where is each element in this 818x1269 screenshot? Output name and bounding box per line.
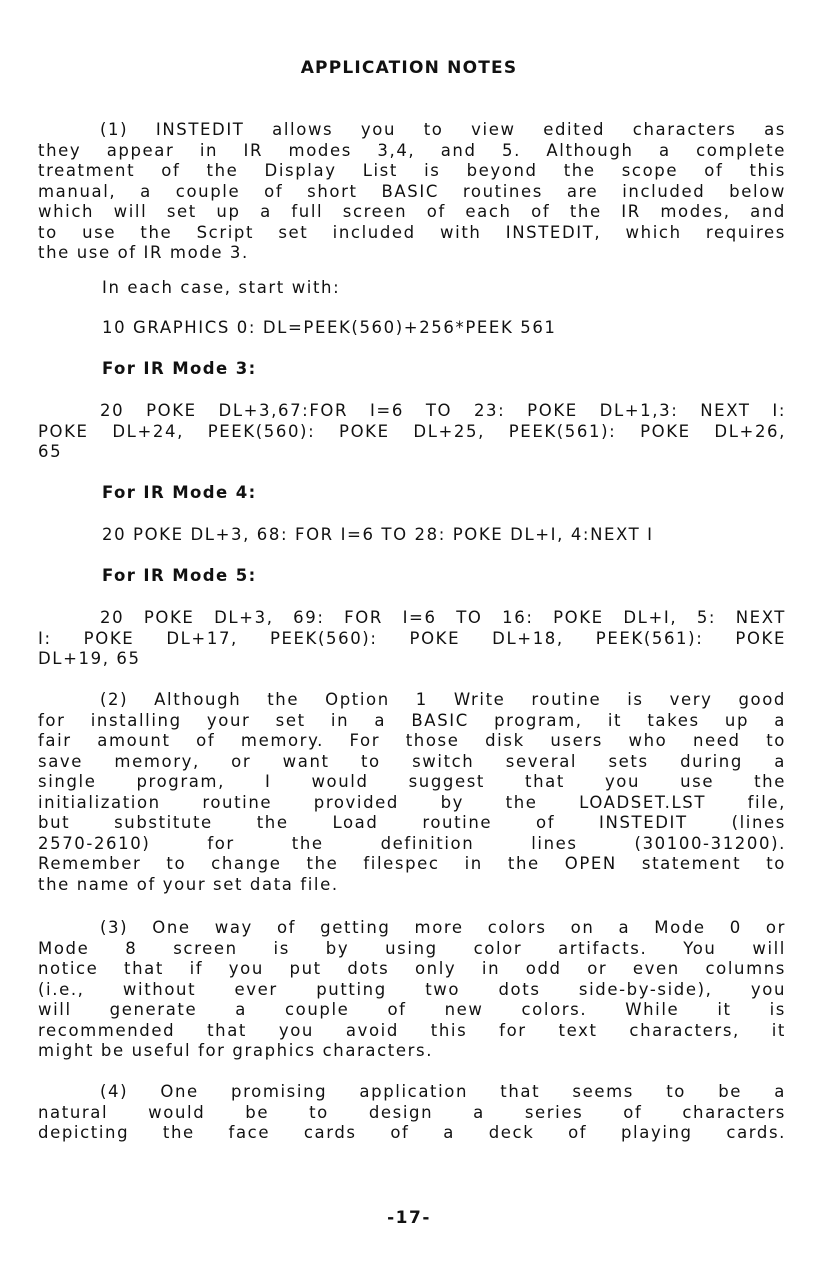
note-1-line: they appear in IR modes 3,4, and 5. Although a complete xyxy=(38,140,786,160)
mode-3-line: 65 xyxy=(38,442,63,461)
note-1-line: the use of IR mode 3. xyxy=(38,243,249,262)
note-3-line: recommended that you avoid this for text characters, it xyxy=(38,1020,786,1040)
page-number: -17- xyxy=(387,1208,431,1228)
mode-3-heading: For IR Mode 3: xyxy=(102,359,257,378)
note-1-line: treatment of the Display List is beyond the scope of this xyxy=(38,161,786,180)
note-1-paragraph xyxy=(38,120,786,264)
note-1-line: manual, a couple of short BASIC routines are included below xyxy=(38,181,786,201)
note-3-paragraph xyxy=(38,918,786,1062)
mode-4-heading: For IR Mode 4: xyxy=(102,483,257,502)
note-2-line: for installing your set in a BASIC program, it takes up a xyxy=(38,710,786,730)
mode-5-line: DL+19, 65 xyxy=(38,649,141,668)
mode-5-line: I: POKE DL+17, PEEK(560): POKE DL+18, PEEK(561): POKE xyxy=(38,628,786,648)
mode-3-line: POKE DL+24, PEEK(560): POKE DL+25, PEEK(561): POKE DL+26, xyxy=(38,421,786,441)
mode-3-command xyxy=(38,401,786,463)
base-command: 10 GRAPHICS 0: DL=PEEK(560)+256*PEEK 561 xyxy=(102,318,557,337)
note-3-line: (3) One way of getting more colors on a Mode 0 or xyxy=(100,918,786,937)
note-4-line: (4) One promising application that seems to be a xyxy=(100,1082,786,1101)
note-4-paragraph xyxy=(38,1082,786,1144)
note-2-line: initialization routine provided by the LOADSET.LST file, xyxy=(38,792,786,812)
note-2-paragraph xyxy=(38,690,786,895)
note-1-line: to use the Script set included with INSTEDIT, which requires xyxy=(38,222,786,242)
note-2-line: (2) Although the Option 1 Write routine is very good xyxy=(100,690,786,709)
note-2-line: save memory, or want to switch several sets during a xyxy=(38,751,786,771)
page-title: APPLICATION NOTES xyxy=(300,58,518,78)
mode-5-line: 20 POKE DL+3, 69: FOR I=6 TO 16: POKE DL+I, 5: NEXT xyxy=(100,608,786,627)
note-3-line: might be useful for graphics characters. xyxy=(38,1041,434,1060)
note-2-line: but substitute the Load routine of INSTEDIT (lines xyxy=(38,813,786,832)
note-3-line: will generate a couple of new colors. While it is xyxy=(38,1000,786,1019)
note-1-line: (1) INSTEDIT allows you to view edited characters as xyxy=(100,120,786,139)
note-4-line: depicting the face cards of a deck of playing cards. xyxy=(38,1123,786,1142)
note-2-line: 2570-2610) for the definition lines (30100-31200). xyxy=(38,833,786,853)
note-2-line: Remember to change the filespec in the OPEN statement to xyxy=(38,854,786,873)
note-1-line: which will set up a full screen of each of the IR modes, and xyxy=(38,202,786,221)
note-4-line: natural would be to design a series of characters xyxy=(38,1102,786,1122)
mode-5-heading: For IR Mode 5: xyxy=(102,566,257,585)
mode-3-line: 20 POKE DL+3,67:FOR I=6 TO 23: POKE DL+1,3: NEXT I: xyxy=(100,401,786,420)
note-3-line: (i.e., without ever putting two dots side-by-side), you xyxy=(38,979,786,999)
note-2-line: single program, I would suggest that you use the xyxy=(38,772,786,791)
note-3-line: notice that if you put dots only in odd or even columns xyxy=(38,959,786,978)
start-with-text: In each case, start with: xyxy=(102,278,341,297)
note-2-line: fair amount of memory. For those disk users who need to xyxy=(38,731,786,750)
mode-4-command: 20 POKE DL+3, 68: FOR I=6 TO 28: POKE DL+I, 4:NEXT I xyxy=(102,525,654,544)
note-3-line: Mode 8 screen is by using color artifacts. You will xyxy=(38,938,786,958)
mode-5-command xyxy=(38,608,786,670)
note-2-line: the name of your set data file. xyxy=(38,874,339,894)
